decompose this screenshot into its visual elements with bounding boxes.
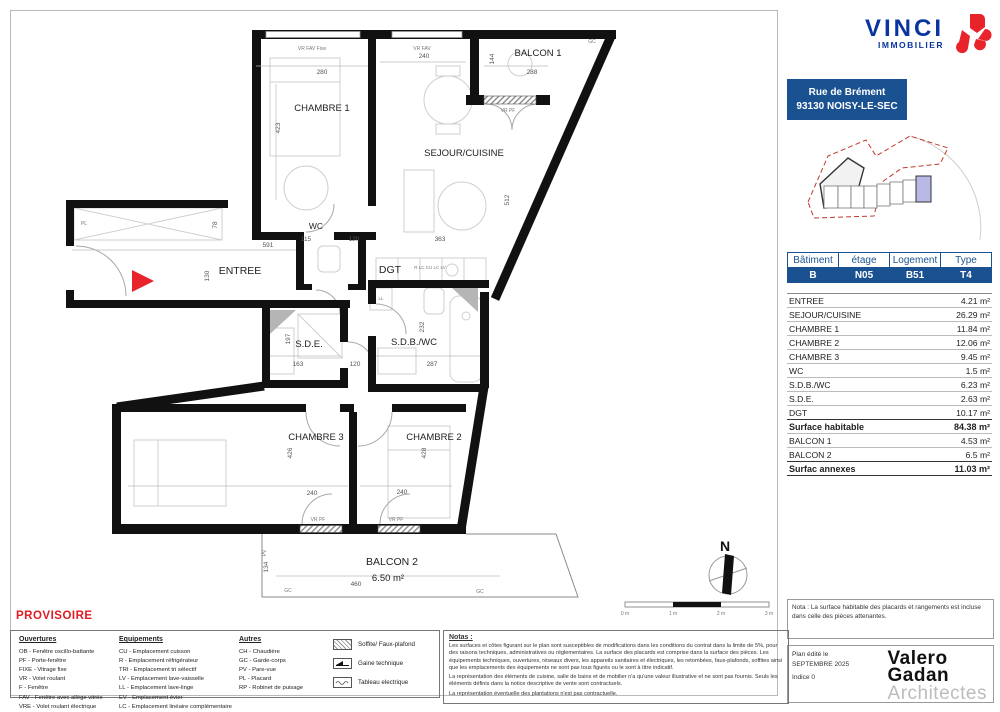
unit-header: Bâtiment [788, 253, 839, 268]
area-value: 26.29 m² [956, 309, 990, 320]
area-value: 2.63 m² [960, 393, 990, 404]
area-label: Surface habitable [789, 421, 865, 432]
legend-title: Autres [239, 636, 262, 643]
scale-label: 1 m [668, 611, 678, 617]
nota-box: Nota : La surface habitable des placards et rangements est incluse dans celle des pièces attenantes. [787, 599, 994, 639]
project-address [787, 79, 907, 120]
room-label-sdb: S.D.B./WC [391, 337, 437, 348]
room-label-entree: ENTREE [218, 265, 262, 277]
scale-label: 3 m [764, 611, 774, 617]
area-value: 6.5 m² [965, 449, 990, 460]
legend-item: CH - Chaudière [239, 648, 280, 655]
notas-paragraph: La représentation éventuelle des plantations n'est pas contractuelle. [449, 690, 618, 697]
dim-label: 240 [396, 489, 408, 496]
area-value: 84.38 m² [953, 421, 990, 432]
dim-label: 130 [204, 270, 211, 282]
unit-value: B [788, 268, 839, 283]
legend-symbols [333, 639, 415, 696]
unit-value: T4 [941, 268, 992, 283]
dim-label: 287 [426, 361, 438, 368]
architect-name-3: Architectes [887, 682, 987, 704]
table-row [787, 377, 992, 391]
legend-item: PL - Placard [239, 676, 272, 683]
legend-item: PF - Porte-fenêtre [19, 657, 67, 664]
dim-label: 120 [349, 361, 361, 368]
area-value: 6.23 m² [960, 379, 990, 390]
area-label: DGT [789, 407, 808, 418]
address-line2: 93130 NOISY-LE-SEC [796, 100, 898, 112]
symbol-label: Soffite/ Faux-plafond [358, 641, 415, 648]
notas-paragraph: La représentation des éléments de cuisine, salle de bains et de mobilier n'a qu'une valeur illustrative et ne sont pas fournis. Seuls les éléments définis dans la notice descriptive de vente sont contractuels. [449, 674, 778, 688]
notas-title: Notas : [449, 634, 473, 641]
brand-name: VINCI [864, 15, 944, 42]
table-row [787, 293, 992, 307]
gc-mark: GC [284, 588, 292, 594]
unit-header: étage [839, 253, 890, 268]
indice: Indice 0 [792, 673, 816, 681]
balcony-outlines [262, 534, 578, 597]
legend-item: LC - Emplacement linéaire complémentaire [119, 703, 232, 710]
legend-item: OB - Fenêtre oscillo-battante [19, 648, 95, 655]
legend-item: EV - Emplacement évier [119, 694, 183, 701]
door-mark: VR PF [310, 517, 326, 523]
area-value: 4.53 m² [960, 435, 990, 446]
notas-paragraph: Les surfaces et côtes figurant sur le plan sont susceptibles de modifications dans les conditions du contrat dans la limite de 5%, pour des raisons techniques, administratives ou réglementaires. La surface des placards est comprise dans la surface des pièces. Les équipements techniques, ouvertures, réseaux divers, les appareils sanitaires et électriques, les retombées, faux-plafonds, soffites ainsi que les emplacements des équipements ne sont pas tous figurés ou le sont à titre indicatif. [449, 643, 783, 671]
opening-marks [81, 39, 596, 595]
legend-item: F - Fenêtre [19, 685, 49, 692]
legend-item: R - Emplacement réfrigérateur [119, 657, 199, 664]
unit-value: N05 [839, 268, 890, 283]
room-label-sejour: SEJOUR/CUISINE [424, 148, 504, 159]
dim-label: 591 [262, 242, 274, 249]
compass [709, 538, 747, 595]
table-row [787, 433, 992, 447]
table-row [787, 335, 992, 349]
legend-item: CU - Emplacement cuisson [119, 648, 191, 655]
dim-label: 460 [350, 581, 362, 588]
table-row [787, 405, 992, 419]
dimension-lines [72, 62, 548, 576]
legend-item: TRI - Emplacement tri sélectif [119, 667, 197, 674]
legend-item: FAV - Fenêtre avec allège vitrée [19, 694, 103, 701]
area-value: 10.17 m² [956, 407, 990, 418]
window-mark: VR FAV [413, 46, 431, 52]
room-label-sde: S.D.E. [295, 339, 323, 350]
pl-mark: PL [80, 221, 88, 227]
dim-label: 197 [285, 333, 292, 345]
key-plan [790, 120, 992, 248]
dim-label: 144 [489, 53, 496, 65]
room-label-chambre3: CHAMBRE 3 [288, 432, 344, 443]
unit-table-header-row [788, 253, 992, 268]
dim-label: 232 [419, 321, 426, 333]
legend-symbol-row [333, 677, 415, 688]
legend-item: LL - Emplacement lave-linge [119, 685, 194, 692]
legend-item: FIXE - Vitrage fixe [19, 667, 67, 674]
brand-subtitle: IMMOBILIER [878, 39, 944, 50]
room-label-wc: WC [308, 221, 324, 231]
dim-label: 78 [212, 221, 219, 229]
area-label: WC [789, 365, 804, 376]
door-mark: VR PF [388, 517, 404, 523]
area-label: BALCON 1 [789, 435, 832, 446]
legend-autres [239, 635, 303, 694]
room-area-balcon2: 6.50 m² [371, 573, 405, 584]
area-value: 9.45 m² [960, 351, 990, 362]
legend-item: VR - Volet roulant [19, 676, 66, 683]
entrance-arrow [132, 270, 154, 292]
area-label: SEJOUR/CUISINE [789, 309, 862, 320]
dim-label: 134 [263, 561, 270, 573]
dim-label: 163 [292, 361, 304, 368]
area-label: ENTREE [789, 295, 824, 306]
plan-edit-info [792, 650, 849, 698]
unit-info-table [787, 252, 992, 283]
scale-label: 0 m [620, 611, 630, 617]
area-value: 11.03 m² [954, 463, 990, 474]
table-row-total [787, 419, 992, 433]
ll-mark: LL [378, 296, 384, 301]
architect-name-1: Valero [887, 648, 948, 669]
area-label: CHAMBRE 2 [789, 337, 840, 348]
table-row [787, 447, 992, 461]
highlighted-unit [916, 176, 931, 202]
dim-label: 423 [275, 122, 282, 134]
dim-label: 115 [300, 236, 312, 243]
table-row [787, 321, 992, 335]
table-row [787, 363, 992, 377]
area-label: S.D.E. [789, 393, 814, 404]
dim-label: 288 [526, 69, 538, 76]
edited-date: SEPTEMBRE 2025 [792, 660, 850, 668]
dim-label: 240 [418, 53, 430, 60]
unit-header: Type [941, 253, 992, 268]
area-label: CHAMBRE 3 [789, 351, 840, 362]
room-label-chambre2: CHAMBRE 2 [406, 432, 462, 443]
areas-table [787, 293, 992, 476]
kitchen-marks: R LC CU LC LV [414, 265, 446, 270]
area-value: 1.5 m² [965, 365, 990, 376]
legend-item: GC - Garde-corps [239, 657, 286, 664]
area-label: BALCON 2 [789, 449, 832, 460]
notas [443, 630, 789, 704]
address-line1: Rue de Brément [808, 87, 886, 98]
vinci-cross-icon [950, 12, 994, 58]
vinci-logo [836, 12, 994, 64]
architect-logo [887, 648, 987, 704]
scale-bar [621, 602, 773, 617]
legend-item: RP - Robinet de puisage [239, 685, 304, 692]
symbol-label: Tableau electrique [358, 679, 409, 686]
vinci-wordmark [864, 15, 944, 50]
room-label-balcon2: BALCON 2 [366, 556, 418, 568]
dim-label: 428 [421, 447, 428, 459]
area-value: 4.21 m² [960, 295, 990, 306]
dim-label: 426 [287, 447, 294, 459]
unit-table-value-row [788, 268, 992, 283]
room-label-dgt: DGT [378, 264, 402, 276]
legend-title: Ouvertures [19, 636, 57, 643]
area-value: 11.84 m² [956, 323, 990, 334]
area-label: CHAMBRE 1 [789, 323, 840, 334]
room-label-chambre1: CHAMBRE 1 [294, 103, 350, 114]
table-row [787, 307, 992, 321]
gc-mark: GC [588, 39, 596, 45]
legend-symbol-row [333, 658, 415, 669]
unit-value: B51 [890, 268, 941, 283]
soffite-swatch-icon [333, 639, 352, 650]
gc-mark: GC [476, 589, 484, 595]
dim-label: 512 [504, 194, 511, 206]
legend-equipements [119, 635, 232, 712]
legend [10, 630, 440, 710]
dim-label: 363 [434, 236, 446, 243]
legend-item: VRE - Volet roulant électrique [19, 703, 97, 710]
table-row-total [787, 461, 992, 476]
title-block [787, 645, 994, 703]
architect-name-2: Gadan [887, 665, 950, 687]
dim-label: 120 [348, 236, 360, 243]
edited-label: Plan édité le [792, 651, 829, 658]
legend-item: LV - Emplacement lave-vaisselle [119, 676, 205, 683]
legend-ouvertures [19, 635, 103, 712]
tableau-swatch-icon [333, 677, 352, 688]
unit-header: Logement [890, 253, 941, 268]
area-value: 12.06 m² [956, 337, 990, 348]
dim-label: 280 [316, 69, 328, 76]
legend-item: PV - Pare-vue [239, 667, 276, 674]
room-label-balcon1: BALCON 1 [514, 48, 562, 59]
pv-mark: PV [262, 549, 268, 557]
area-label: Surfac annexes [789, 463, 856, 474]
door-mark: VR PF [500, 108, 516, 114]
provisoire-stamp: PROVISOIRE [16, 610, 93, 622]
compass-n-label: N [720, 538, 731, 554]
gaine-swatch-icon [333, 658, 352, 669]
legend-symbol-row [333, 639, 415, 650]
dim-label: 240 [306, 490, 318, 497]
window-mark: VR FAV Fixe [297, 46, 327, 52]
area-label: S.D.B./WC [789, 379, 831, 390]
symbol-label: Gaine technique [358, 660, 404, 667]
table-row [787, 349, 992, 363]
scale-label: 2 m [716, 611, 726, 617]
legend-title: Equipements [119, 636, 163, 643]
table-row [787, 391, 992, 405]
